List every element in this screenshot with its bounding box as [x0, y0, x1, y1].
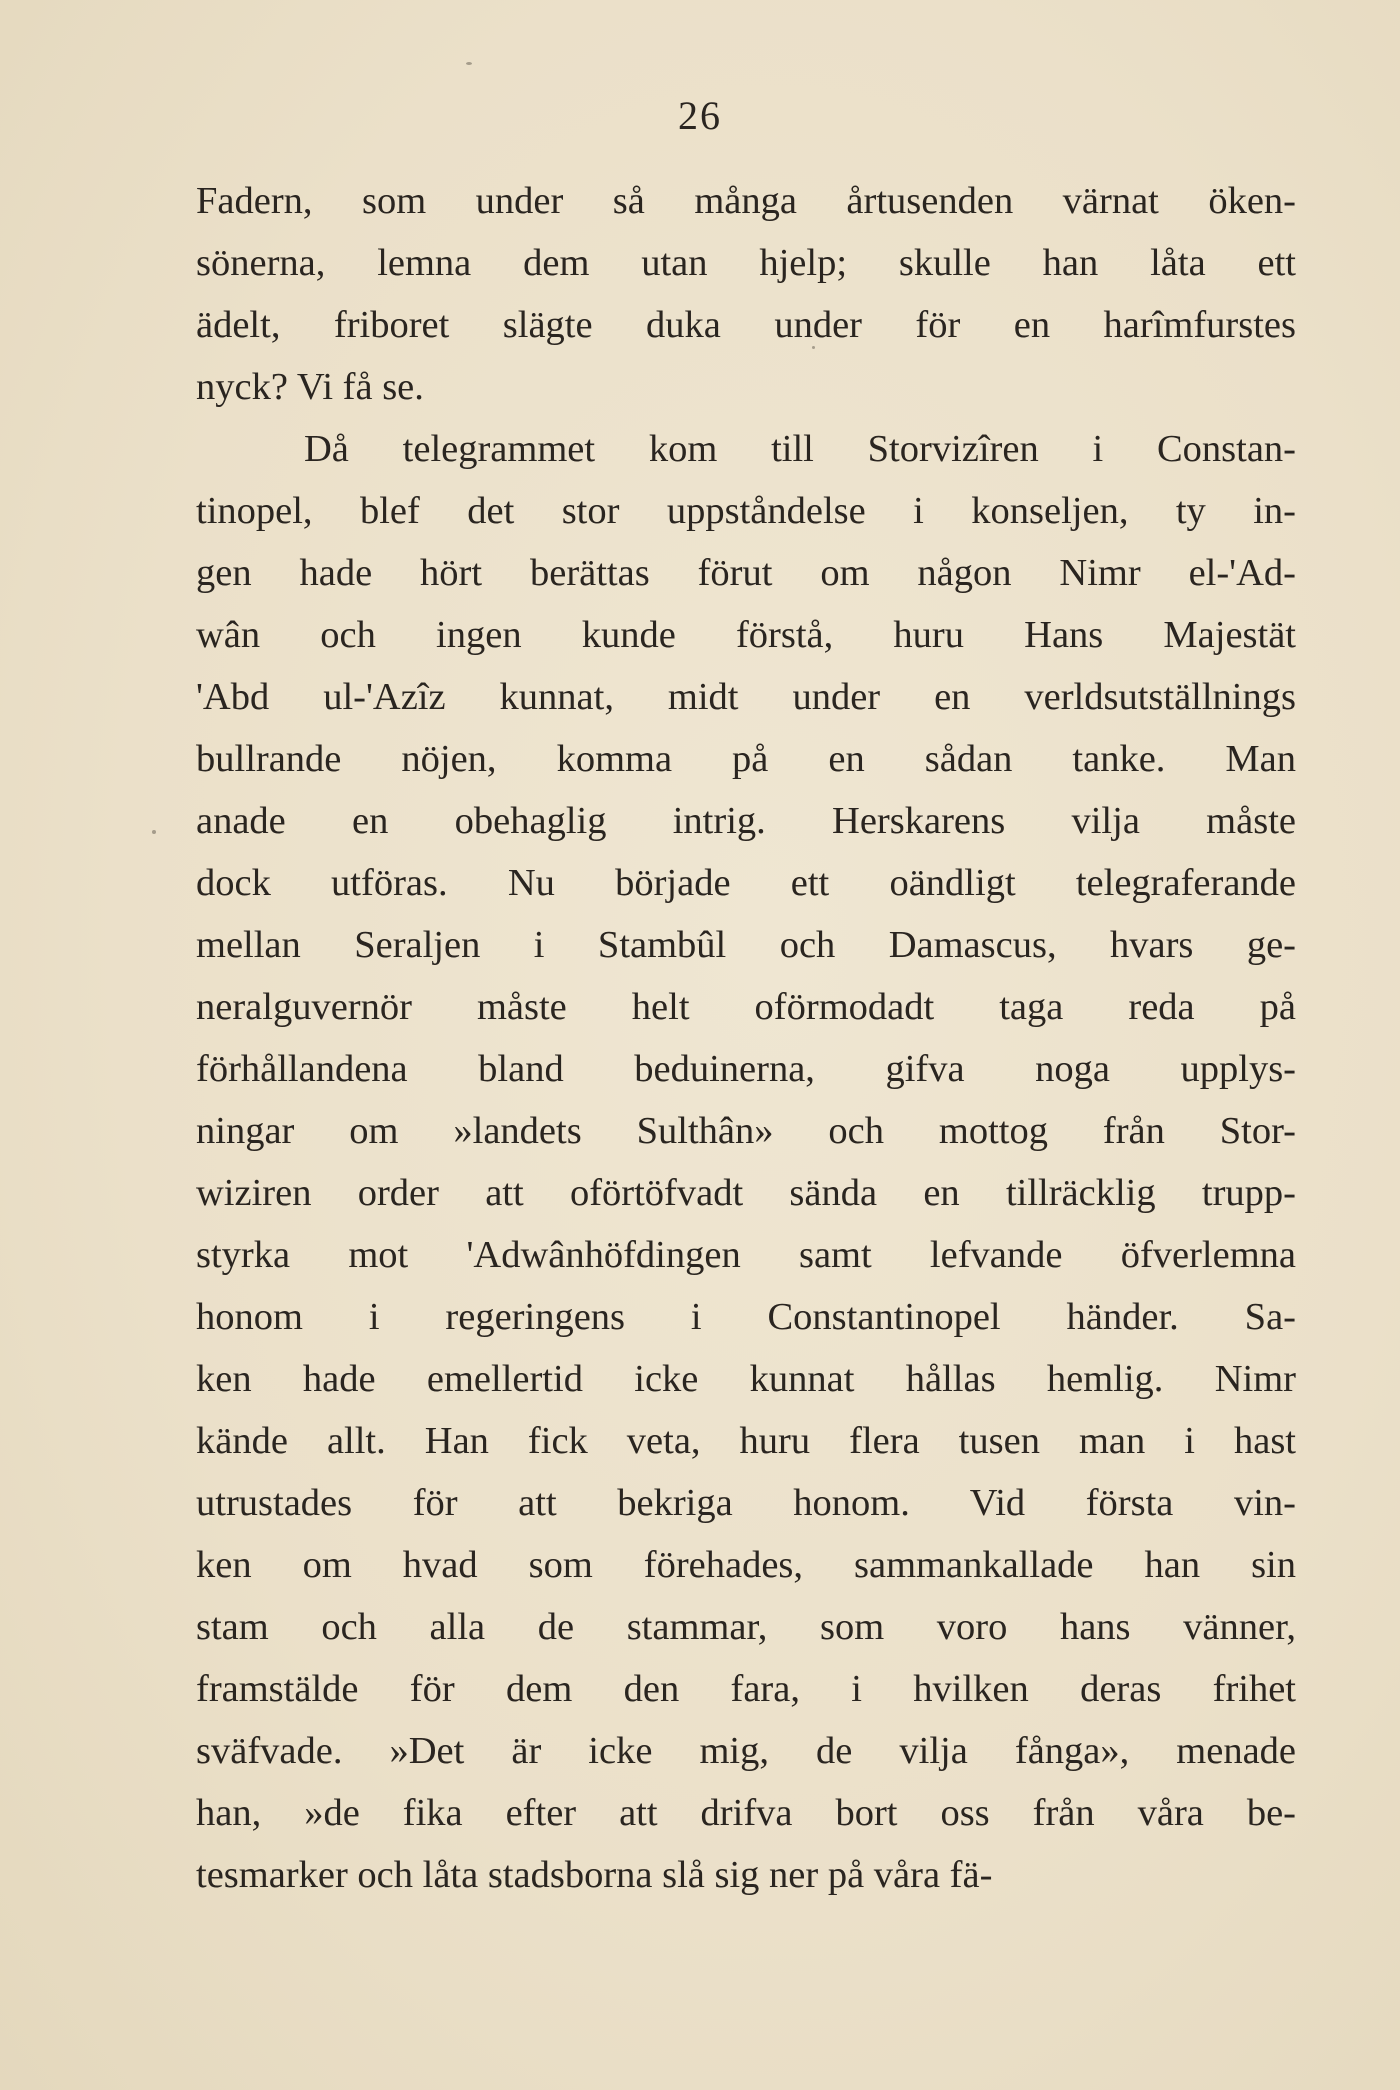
text-line-content: 'Abd ul-'Azîz kunnat, midt under en verldsutställnings: [196, 676, 1296, 718]
text-line-content: bullrande nöjen, komma på en sådan tanke. Man: [196, 738, 1296, 780]
text-line-content: nyck? Vi få se.: [196, 366, 424, 408]
text-line-content: honom i regeringens i Constantinopel händer. Sa-: [196, 1296, 1296, 1338]
text-line: [196, 1286, 1296, 1348]
text-line: [196, 852, 1296, 914]
text-line: [196, 666, 1296, 728]
text-line-content: utrustades för att bekriga honom. Vid första vin-: [196, 1482, 1296, 1524]
text-line: [196, 604, 1296, 666]
text-line: [196, 790, 1296, 852]
text-line-content: dock utföras. Nu började ett oändligt telegraferande: [196, 862, 1296, 904]
text-line: [196, 170, 1296, 232]
text-line-content: anade en obehaglig intrig. Herskarens vilja måste: [196, 800, 1296, 842]
text-line-content: ken om hvad som förehades, sammankallade han sin: [196, 1544, 1296, 1586]
text-line-content: gen hade hört berättas förut om någon Nimr el-'Ad-: [196, 552, 1296, 594]
text-line: [196, 542, 1296, 604]
text-line: [196, 1658, 1296, 1720]
text-line: [196, 480, 1296, 542]
text-line-content: ningar om »landets Sulthân» och mottog från Stor-: [196, 1110, 1296, 1152]
text-line-content: wân och ingen kunde förstå, huru Hans Majestät: [196, 614, 1296, 656]
text-line: [196, 1596, 1296, 1658]
text-line-content: sväfvade. »Det är icke mig, de vilja fånga», menade: [196, 1730, 1296, 1772]
text-line: [196, 1224, 1296, 1286]
text-line: [196, 1162, 1296, 1224]
text-line: [196, 1472, 1296, 1534]
text-line-content: mellan Seraljen i Stambûl och Damascus, hvars ge-: [196, 924, 1296, 966]
text-line: [196, 1038, 1296, 1100]
text-line: [196, 1410, 1296, 1472]
paper-speck: [152, 830, 156, 834]
text-line: [196, 232, 1296, 294]
text-line: [196, 1720, 1296, 1782]
text-line: [196, 728, 1296, 790]
body-text: [196, 170, 1296, 1906]
text-line-content: ken hade emellertid icke kunnat hållas hemlig. Nimr: [196, 1358, 1296, 1400]
text-line-content: styrka mot 'Adwânhöfdingen samt lefvande öfverlemna: [196, 1234, 1296, 1276]
text-line: [196, 914, 1296, 976]
page-number: 26: [678, 93, 722, 138]
text-line: [196, 1782, 1296, 1844]
text-line-content: neralguvernör måste helt oförmodadt taga reda på: [196, 986, 1296, 1028]
paper-speck: [466, 62, 472, 65]
text-line-content: Fadern, som under så många årtusenden värnat öken-: [196, 180, 1296, 222]
text-line: [196, 1844, 1296, 1906]
text-line: [196, 976, 1296, 1038]
text-line: [196, 1100, 1296, 1162]
text-line-content: förhållandena bland beduinerna, gifva noga upplys-: [196, 1048, 1296, 1090]
text-line-content: framstälde för dem den fara, i hvilken deras frihet: [196, 1668, 1296, 1710]
text-line-content: tesmarker och låta stadsborna slå sig ner på våra fä-: [196, 1854, 993, 1896]
text-line-content: han, »de fika efter att drifva bort oss från våra be-: [196, 1792, 1296, 1834]
text-line: [196, 356, 1296, 418]
text-line: [196, 1348, 1296, 1410]
paper-speck: [812, 346, 815, 349]
text-line: [196, 294, 1296, 356]
text-line-content: ädelt, friboret slägte duka under för en harîmfurstes: [196, 304, 1296, 346]
text-line: [196, 418, 1296, 480]
text-line-content: wiziren order att oförtöfvadt sända en tillräcklig trupp-: [196, 1172, 1296, 1214]
text-line-content: kände allt. Han fick veta, huru flera tusen man i hast: [196, 1420, 1296, 1462]
text-line-content: stam och alla de stammar, som voro hans vänner,: [196, 1606, 1296, 1648]
text-line: [196, 1534, 1296, 1596]
text-line-content: Då telegrammet kom till Storvizîren i Constan-: [304, 428, 1296, 470]
text-line-content: sönerna, lemna dem utan hjelp; skulle han låta ett: [196, 242, 1296, 284]
text-line-content: tinopel, blef det stor uppståndelse i konseljen, ty in-: [196, 490, 1296, 532]
